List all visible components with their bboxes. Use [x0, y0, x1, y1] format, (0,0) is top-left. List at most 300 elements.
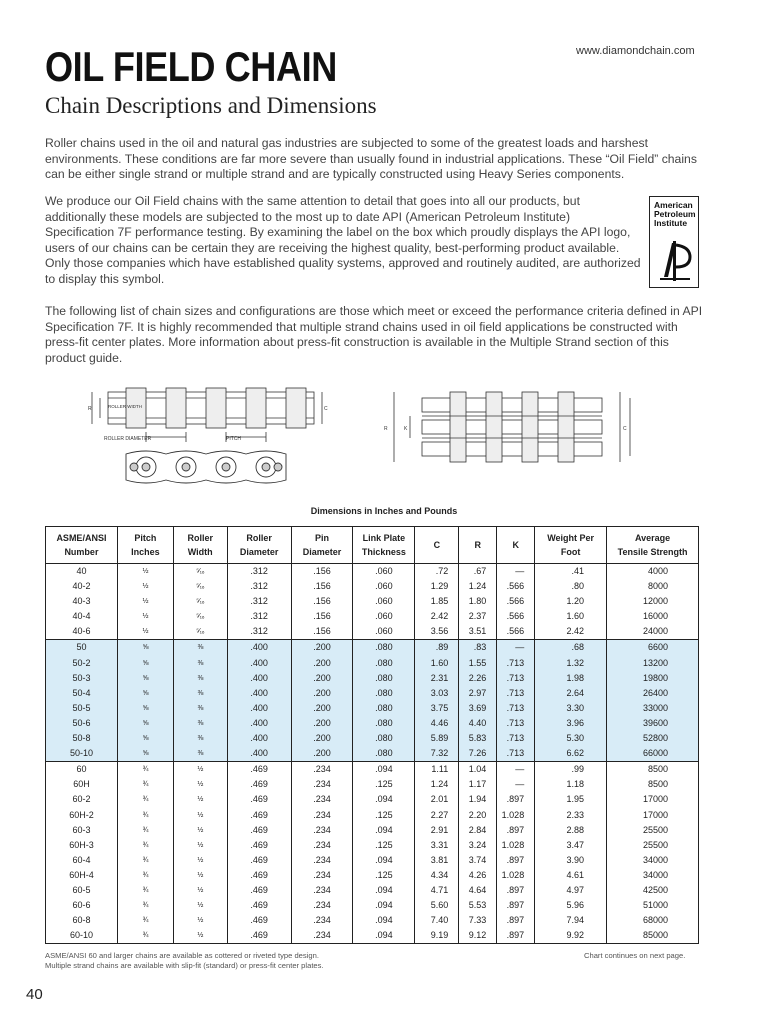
table-cell: 60-8 [46, 913, 118, 928]
table-cell: 50-10 [46, 746, 118, 762]
table-cell: ½ [173, 838, 227, 853]
table-row [46, 853, 699, 868]
column-header-line: Average [634, 533, 671, 543]
table-cell: 1.24 [459, 579, 497, 594]
table-cell: 3.30 [535, 701, 607, 716]
table-cell: 60-10 [46, 928, 118, 944]
table-cell: .400 [227, 656, 291, 671]
column-header-line: C [433, 540, 441, 550]
api-logo-text [654, 201, 696, 228]
table-cell: .060 [353, 579, 415, 594]
table-cell: ½ [173, 898, 227, 913]
table-cell: 2.27 [415, 808, 459, 823]
table-row [46, 609, 699, 624]
table-cell: .713 [497, 671, 535, 686]
table-cell: ½ [173, 792, 227, 807]
table-cell: 1.17 [459, 777, 497, 792]
table-cell: 2.64 [535, 686, 607, 701]
table-cell: .566 [497, 624, 535, 640]
table-cell: ⅜ [173, 701, 227, 716]
table-cell: ⅜ [173, 746, 227, 762]
table-cell: 1.028 [497, 838, 535, 853]
table-cell: 52800 [607, 731, 699, 746]
table-cell: ¾ [117, 777, 173, 792]
intro-paragraph-1: Roller chains used in the oil and natural gas industries are subjected to some of the greatest loads and harshest environments. These conditions are far more severe than usually found in industrial applications. These “Oil Field” chains can be either single strand or multiple strand and are typically constructed using Heavy Series components. [45, 136, 697, 182]
table-cell: .156 [291, 579, 353, 594]
table-cell: ⁵⁄₁₆ [173, 594, 227, 609]
k-dimension-label: K [404, 426, 408, 432]
table-cell: .234 [291, 898, 353, 913]
column-header-line: Tensile Strength [617, 547, 688, 557]
table-cell: ½ [117, 579, 173, 594]
table-cell: 60-6 [46, 898, 118, 913]
table-cell: 2.91 [415, 823, 459, 838]
table-cell: ⅝ [117, 746, 173, 762]
table-cell: .400 [227, 686, 291, 701]
table-cell: 4000 [607, 564, 699, 580]
table-cell: .897 [497, 898, 535, 913]
table-cell: .68 [535, 640, 607, 656]
table-cell: ⅝ [117, 671, 173, 686]
table-row [46, 898, 699, 913]
column-header-line: Width [187, 547, 213, 557]
table-cell: 2.20 [459, 808, 497, 823]
website-url[interactable]: www.diamondchain.com [576, 45, 695, 57]
table-cell: 12000 [607, 594, 699, 609]
table-cell: .713 [497, 746, 535, 762]
table-cell: 3.96 [535, 716, 607, 731]
table-cell: 60-5 [46, 883, 118, 898]
table-cell: .125 [353, 777, 415, 792]
table-cell: .060 [353, 609, 415, 624]
intro-paragraph-3: The following list of chain sizes and configurations are those which meet or exceed the performance criteria defined in API Specification 7F. It is highly recommended that multiple strand chains used in oil field applications be constructed with press-fit center plates. More information about press-fit construction is available in the Multiple Strand section of this product guide. [45, 304, 703, 365]
table-cell: .234 [291, 762, 353, 778]
table-cell: 6600 [607, 640, 699, 656]
table-cell: 50-3 [46, 671, 118, 686]
table-cell: .060 [353, 564, 415, 580]
table-cell: .094 [353, 792, 415, 807]
table-cell: 8000 [607, 579, 699, 594]
table-cell: 60-4 [46, 853, 118, 868]
table-cell: 34000 [607, 868, 699, 883]
column-header [291, 527, 353, 564]
table-cell: .72 [415, 564, 459, 580]
table-cell: — [497, 762, 535, 778]
table-cell: .080 [353, 716, 415, 731]
table-cell: 40-2 [46, 579, 118, 594]
table-cell: ½ [117, 609, 173, 624]
table-cell: ½ [173, 868, 227, 883]
table-cell: 4.97 [535, 883, 607, 898]
table-cell: .200 [291, 701, 353, 716]
table-cell: 2.33 [535, 808, 607, 823]
table-cell: ½ [173, 762, 227, 778]
table-cell: .469 [227, 823, 291, 838]
table-cell: .080 [353, 656, 415, 671]
table-cell: .200 [291, 640, 353, 656]
table-cell: .060 [353, 594, 415, 609]
table-cell: 33000 [607, 701, 699, 716]
table-cell: .400 [227, 731, 291, 746]
table-cell: 42500 [607, 883, 699, 898]
table-cell: .234 [291, 792, 353, 807]
table-cell: .094 [353, 762, 415, 778]
page-title: OIL FIELD CHAIN [45, 43, 337, 90]
table-cell: 7.32 [415, 746, 459, 762]
table-cell: .469 [227, 808, 291, 823]
table-caption: Dimensions in Inches and Pounds [310, 506, 458, 516]
table-cell: .200 [291, 656, 353, 671]
multiple-strand-chain-diagram [380, 384, 640, 474]
table-cell: .469 [227, 898, 291, 913]
table-cell: 3.74 [459, 853, 497, 868]
table-cell: .234 [291, 883, 353, 898]
table-cell: ½ [173, 777, 227, 792]
table-cell: .897 [497, 792, 535, 807]
table-cell: .312 [227, 624, 291, 640]
table-cell: .094 [353, 883, 415, 898]
roller-diameter-label: ROLLER DIAMETER [104, 436, 152, 442]
column-header [353, 527, 415, 564]
table-cell: .125 [353, 868, 415, 883]
table-row [46, 640, 699, 656]
table-cell: 60-3 [46, 823, 118, 838]
api-logo-line: American [654, 200, 693, 210]
table-cell: .400 [227, 701, 291, 716]
table-cell: 60-2 [46, 792, 118, 807]
footnotes [45, 951, 324, 970]
column-header-line: Inches [131, 547, 160, 557]
table-cell: .713 [497, 716, 535, 731]
table-cell: 1.32 [535, 656, 607, 671]
table-cell: .83 [459, 640, 497, 656]
column-header [227, 527, 291, 564]
column-header [535, 527, 607, 564]
table-row [46, 731, 699, 746]
table-cell: 1.94 [459, 792, 497, 807]
table-cell: .080 [353, 671, 415, 686]
table-cell: .156 [291, 564, 353, 580]
table-cell: ¾ [117, 838, 173, 853]
table-cell: .200 [291, 716, 353, 731]
table-cell: 50-5 [46, 701, 118, 716]
table-cell: ⅜ [173, 731, 227, 746]
table-cell: .80 [535, 579, 607, 594]
table-cell: ¾ [117, 883, 173, 898]
table-cell: .060 [353, 624, 415, 640]
table-cell: .566 [497, 609, 535, 624]
table-cell: 1.55 [459, 656, 497, 671]
table-cell: .156 [291, 624, 353, 640]
column-header-line: Link Plate [362, 533, 406, 543]
table-cell: ½ [173, 928, 227, 944]
table-row [46, 746, 699, 762]
table-cell: 50-4 [46, 686, 118, 701]
table-cell: 50-2 [46, 656, 118, 671]
chain-dimensions-table [45, 526, 699, 944]
table-cell: .234 [291, 777, 353, 792]
table-cell: ½ [173, 913, 227, 928]
table-cell: 4.64 [459, 883, 497, 898]
table-cell: ⅜ [173, 716, 227, 731]
table-cell: ⁵⁄₁₆ [173, 579, 227, 594]
table-row [46, 777, 699, 792]
table-row [46, 808, 699, 823]
table-cell: ⅝ [117, 640, 173, 656]
table-cell: 2.42 [415, 609, 459, 624]
table-cell: 1.24 [415, 777, 459, 792]
table-cell: .094 [353, 913, 415, 928]
table-cell: .469 [227, 792, 291, 807]
table-cell: .469 [227, 913, 291, 928]
table-row [46, 594, 699, 609]
table-cell: 2.37 [459, 609, 497, 624]
table-cell: .234 [291, 853, 353, 868]
table-cell: 3.69 [459, 701, 497, 716]
table-cell: ⅝ [117, 716, 173, 731]
table-cell: .156 [291, 609, 353, 624]
table-cell: 3.31 [415, 838, 459, 853]
table-cell: .080 [353, 686, 415, 701]
column-header-line: Diameter [239, 547, 279, 557]
table-cell: .469 [227, 762, 291, 778]
table-cell: .200 [291, 731, 353, 746]
column-header [459, 527, 497, 564]
table-cell: ½ [173, 823, 227, 838]
column-header-line: Roller [246, 533, 272, 543]
table-cell: .080 [353, 701, 415, 716]
table-cell: 1.20 [535, 594, 607, 609]
table-cell: 34000 [607, 853, 699, 868]
table-cell: ¾ [117, 792, 173, 807]
table-cell: ⅝ [117, 656, 173, 671]
table-cell: 3.75 [415, 701, 459, 716]
table-cell: 5.89 [415, 731, 459, 746]
table-cell: 9.19 [415, 928, 459, 944]
table-cell: 1.60 [415, 656, 459, 671]
table-cell: ¾ [117, 808, 173, 823]
table-cell: 68000 [607, 913, 699, 928]
table-cell: 60H-4 [46, 868, 118, 883]
table-cell: 5.96 [535, 898, 607, 913]
table-cell: 1.29 [415, 579, 459, 594]
table-cell: .094 [353, 853, 415, 868]
table-cell: .200 [291, 686, 353, 701]
api-monogram-icon [658, 237, 692, 283]
table-cell: ⅝ [117, 701, 173, 716]
table-cell: 5.60 [415, 898, 459, 913]
column-header [117, 527, 173, 564]
column-header-line: R [474, 540, 481, 550]
table-cell: ⁵⁄₁₆ [173, 609, 227, 624]
column-header [46, 527, 118, 564]
table-cell: 3.90 [535, 853, 607, 868]
table-cell: .469 [227, 777, 291, 792]
column-header-line: K [512, 540, 519, 550]
table-cell: .094 [353, 823, 415, 838]
column-header-line: Diameter [302, 547, 342, 557]
table-cell: .400 [227, 671, 291, 686]
table-cell: 4.71 [415, 883, 459, 898]
table-cell: 7.33 [459, 913, 497, 928]
table-cell: 13200 [607, 656, 699, 671]
table-cell: 5.83 [459, 731, 497, 746]
table-cell: — [497, 564, 535, 580]
table-cell: 3.81 [415, 853, 459, 868]
table-cell: 40-3 [46, 594, 118, 609]
table-cell: .200 [291, 746, 353, 762]
table-cell: 3.47 [535, 838, 607, 853]
table-cell: 17000 [607, 808, 699, 823]
table-row [46, 671, 699, 686]
table-cell: 39600 [607, 716, 699, 731]
table-cell: 1.80 [459, 594, 497, 609]
table-row [46, 823, 699, 838]
table-cell: 4.34 [415, 868, 459, 883]
table-cell: ⅝ [117, 686, 173, 701]
table-cell: .080 [353, 640, 415, 656]
table-row [46, 564, 699, 580]
table-cell: .41 [535, 564, 607, 580]
column-header [497, 527, 535, 564]
table-cell: 4.46 [415, 716, 459, 731]
table-cell: ¾ [117, 928, 173, 944]
table-cell: 3.03 [415, 686, 459, 701]
table-cell: .897 [497, 823, 535, 838]
table-cell: 2.01 [415, 792, 459, 807]
table-row [46, 792, 699, 807]
table-cell: .897 [497, 853, 535, 868]
table-cell: .713 [497, 701, 535, 716]
table-cell: .713 [497, 686, 535, 701]
table-cell: .469 [227, 868, 291, 883]
table-cell: 3.51 [459, 624, 497, 640]
table-cell: ¾ [117, 913, 173, 928]
table-cell: 26400 [607, 686, 699, 701]
table-cell: 2.84 [459, 823, 497, 838]
table-cell: .469 [227, 928, 291, 944]
table-cell: 19800 [607, 671, 699, 686]
table-cell: ½ [173, 853, 227, 868]
table-cell: 4.26 [459, 868, 497, 883]
table-cell: — [497, 640, 535, 656]
c-dimension-label: C [623, 426, 627, 432]
intro-paragraph-2: We produce our Oil Field chains with the same attention to detail that goes into all our products, but additionally these models are subjected to the most up to date API (American Petroleum Institute) Specification 7F performance testing. By examining the label on the box which proudly displays the API logo, users of our chains can be certain they are receiving the highest quality, best-performing product available. Only those companies which have established quality systems, approved and routinely audited, are authorized to display this symbol. [45, 194, 641, 286]
table-cell: 85000 [607, 928, 699, 944]
table-cell: .094 [353, 928, 415, 944]
table-cell: ¾ [117, 823, 173, 838]
table-cell: .400 [227, 716, 291, 731]
table-cell: 25500 [607, 838, 699, 853]
table-cell: .080 [353, 746, 415, 762]
table-cell: ½ [117, 564, 173, 580]
table-cell: 60H [46, 777, 118, 792]
table-row [46, 624, 699, 640]
table-cell: 1.18 [535, 777, 607, 792]
table-cell: .469 [227, 853, 291, 868]
table-cell: .234 [291, 823, 353, 838]
table-cell: 1.95 [535, 792, 607, 807]
table-cell: 60 [46, 762, 118, 778]
table-cell: .234 [291, 913, 353, 928]
table-cell: .400 [227, 746, 291, 762]
table-row [46, 656, 699, 671]
table-cell: 8500 [607, 762, 699, 778]
table-cell: 8500 [607, 777, 699, 792]
table-cell: ¾ [117, 762, 173, 778]
column-header-line: Thickness [361, 547, 406, 557]
table-cell: ¾ [117, 868, 173, 883]
table-cell: .897 [497, 913, 535, 928]
column-header [415, 527, 459, 564]
column-header [173, 527, 227, 564]
table-cell: 7.26 [459, 746, 497, 762]
table-cell: ¾ [117, 898, 173, 913]
table-cell: 3.56 [415, 624, 459, 640]
table-cell: .67 [459, 564, 497, 580]
table-cell: ½ [117, 594, 173, 609]
table-cell: .469 [227, 883, 291, 898]
column-header-line: Weight Per [547, 533, 595, 543]
r-dimension-label: R [384, 426, 388, 432]
table-cell: 1.98 [535, 671, 607, 686]
table-cell: .125 [353, 808, 415, 823]
table-cell: 5.30 [535, 731, 607, 746]
table-cell: .312 [227, 609, 291, 624]
table-cell: 16000 [607, 609, 699, 624]
table-cell: 7.40 [415, 913, 459, 928]
table-cell: 2.88 [535, 823, 607, 838]
table-cell: 9.12 [459, 928, 497, 944]
table-cell: 40-4 [46, 609, 118, 624]
table-cell: 1.85 [415, 594, 459, 609]
table-cell: 1.028 [497, 808, 535, 823]
table-cell: .897 [497, 928, 535, 944]
table-row [46, 716, 699, 731]
table-cell: 1.11 [415, 762, 459, 778]
table-cell: .312 [227, 579, 291, 594]
table-cell: ⁵⁄₁₆ [173, 624, 227, 640]
table-row [46, 762, 699, 778]
table-cell: 9.92 [535, 928, 607, 944]
table-cell: 60H-2 [46, 808, 118, 823]
table-cell: .897 [497, 883, 535, 898]
table-cell: .125 [353, 838, 415, 853]
table-cell: .080 [353, 731, 415, 746]
footnote-press-fit: Multiple strand chains are available with slip-fit (standard) or press-fit center plates. [45, 960, 324, 970]
table-cell: .469 [227, 838, 291, 853]
table-row [46, 868, 699, 883]
table-cell: 2.97 [459, 686, 497, 701]
table-cell: 66000 [607, 746, 699, 762]
column-header [607, 527, 699, 564]
table-row [46, 913, 699, 928]
table-cell: ½ [173, 808, 227, 823]
table-cell: .566 [497, 579, 535, 594]
table-cell: ⅜ [173, 686, 227, 701]
table-cell: 50-6 [46, 716, 118, 731]
table-cell: 50-8 [46, 731, 118, 746]
footnote-cottered: ASME/ANSI 60 and larger chains are available as cottered or riveted type design. [45, 951, 319, 960]
table-cell: ⅜ [173, 656, 227, 671]
table-cell: 50 [46, 640, 118, 656]
page-number: 40 [26, 986, 43, 1003]
api-logo [649, 196, 699, 288]
chart-continues-note: Chart continues on next page. [584, 951, 686, 960]
table-cell: 40-6 [46, 624, 118, 640]
table-cell: 60H-3 [46, 838, 118, 853]
table-cell: ½ [117, 624, 173, 640]
